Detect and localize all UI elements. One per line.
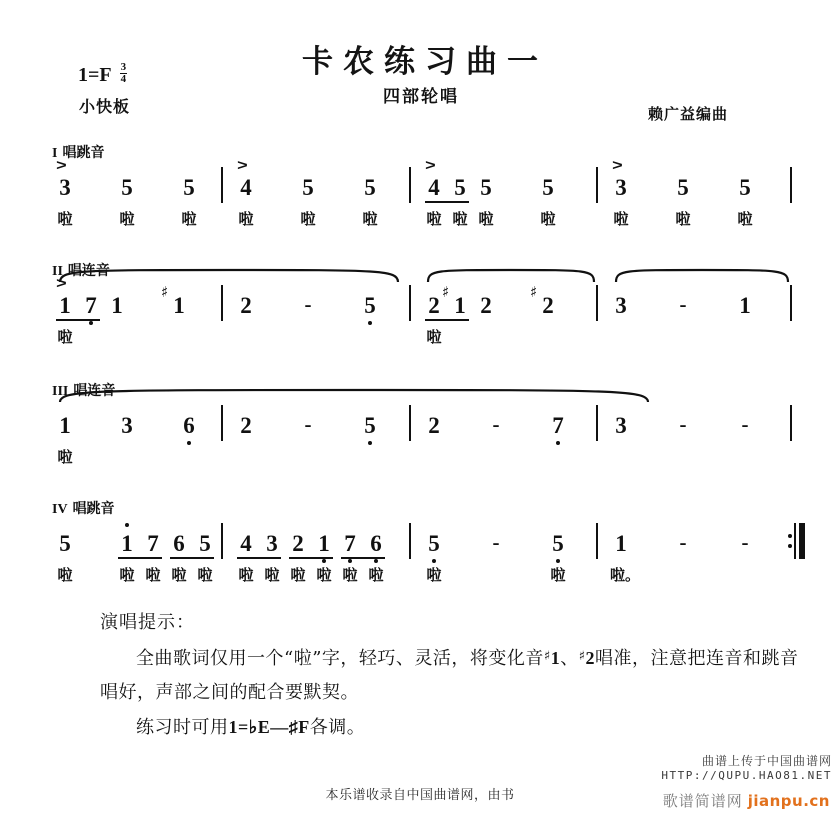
lyric-syllable: 啦	[300, 210, 316, 228]
note-number: 5	[59, 531, 71, 556]
lyric-syllable: 啦	[264, 566, 280, 584]
note-number: 3	[266, 531, 278, 556]
lyric-syllable: 啦。	[610, 566, 641, 584]
octave-down-dot-icon	[368, 321, 372, 325]
lyric-syllable: 啦	[478, 210, 494, 228]
lyric-syllable: 啦	[550, 566, 566, 584]
note-sustain-dash: -	[741, 412, 749, 436]
note-number: 5	[364, 175, 376, 200]
barline-final	[790, 405, 792, 441]
watermark-center: 本乐谱收录自中国曲谱网，由书	[325, 788, 515, 803]
voice-numeral: III	[52, 384, 69, 399]
lyric-syllable: 啦	[119, 210, 135, 228]
lyric-syllable: 啦	[540, 210, 556, 228]
note-number: 3 >	[612, 157, 627, 200]
accent-mark-icon: >	[237, 157, 248, 174]
note-number: 4	[240, 531, 252, 556]
note-number: 5	[480, 175, 492, 200]
note-number: 1	[118, 532, 136, 555]
note-number: 5	[302, 175, 314, 200]
note-number: 2 ♯	[530, 283, 554, 318]
barline	[409, 285, 411, 321]
barline-final	[790, 285, 792, 321]
note-number: 3 >	[56, 157, 71, 200]
barline	[596, 167, 598, 203]
octave-down-dot-icon	[556, 441, 560, 445]
note-number: 7	[82, 294, 100, 317]
lyric-syllable: 啦	[57, 210, 73, 228]
performance-notes	[100, 606, 800, 745]
sharp-accidental-icon: ♯	[161, 283, 169, 301]
octave-down-dot-icon	[374, 559, 378, 563]
note-number: 5	[454, 175, 466, 200]
accent-mark-icon: >	[56, 275, 67, 292]
watermark-upload-url: HTTP://QUPU.HAO81.NET	[661, 769, 832, 782]
note-number: 2	[292, 531, 304, 556]
repeat-dot-icon	[788, 534, 792, 538]
key-label: 1=F	[78, 64, 112, 86]
barline	[596, 523, 598, 559]
watermark-upload-text: 曲谱上传于中国曲谱网	[701, 754, 832, 768]
lyric-syllable: 啦	[119, 566, 135, 584]
note-number: 2	[480, 293, 492, 318]
lyric-syllable: 啦	[171, 566, 187, 584]
voice-numeral: IV	[52, 502, 68, 517]
octave-down-dot-icon	[187, 441, 191, 445]
note-sustain-dash: -	[741, 530, 749, 554]
note-number: 1 ♯	[161, 283, 185, 318]
note-sustain-dash: -	[304, 292, 312, 316]
lyric-syllable: 啦	[57, 328, 73, 346]
repeat-dot-icon	[788, 544, 792, 548]
beam-line	[170, 557, 214, 559]
lyric-syllable: 啦	[342, 566, 358, 584]
barline	[409, 405, 411, 441]
note-number: 2	[240, 293, 252, 318]
barline	[596, 405, 598, 441]
note-para1-sharp1: ♯1	[543, 648, 561, 668]
note-number: 1	[315, 532, 333, 555]
note-sustain-dash: -	[492, 412, 500, 436]
note-number: 3	[121, 413, 133, 438]
voice-label-iv	[52, 498, 115, 518]
performance-notes-paragraph-1	[100, 640, 800, 710]
lyric-syllable: 啦	[290, 566, 306, 584]
lyric-syllable: 啦	[426, 210, 442, 228]
note-number: 1 ♯	[442, 283, 466, 318]
beam-line	[425, 319, 469, 321]
barline	[221, 285, 223, 321]
barline	[221, 405, 223, 441]
note-number: 1	[111, 293, 123, 318]
lyric-syllable: 啦	[675, 210, 691, 228]
voice-instruction: 唱跳音	[72, 501, 115, 517]
time-signature-denominator: 4	[120, 73, 127, 85]
note-number: 6	[367, 532, 385, 555]
sharp-accidental-icon: ♯	[530, 283, 538, 301]
lyric-syllable: 啦	[426, 328, 442, 346]
lyric-syllable: 啦	[737, 210, 753, 228]
subtitle: 四部轮唱	[383, 87, 459, 107]
note-number: 5	[549, 532, 567, 555]
voice-numeral: II	[52, 264, 63, 279]
note-number: 3	[615, 293, 627, 318]
lyric-syllable: 啦	[368, 566, 384, 584]
end-repeat-barline	[788, 523, 806, 559]
note-sustain-dash: -	[679, 530, 687, 554]
note-number: 7	[147, 531, 159, 556]
note-number: 5	[121, 175, 133, 200]
octave-down-dot-icon	[432, 559, 436, 563]
octave-down-dot-icon	[89, 321, 93, 325]
lyric-syllable: 啦	[238, 210, 254, 228]
lyric-syllable: 啦	[197, 566, 213, 584]
note-para1-part-b: 、	[560, 648, 579, 669]
note-number: 5	[542, 175, 554, 200]
note-number: 1	[615, 531, 627, 556]
barline-thick	[799, 523, 805, 559]
performance-notes-paragraph-2	[100, 710, 800, 745]
note-para1-sharp2: ♯2	[578, 648, 595, 668]
lyric-syllable: 啦	[57, 448, 73, 466]
note-number: 5	[425, 532, 443, 555]
barline	[409, 167, 411, 203]
watermark-site-name-en: jianpu.cn	[747, 792, 830, 810]
lyric-syllable: 啦	[57, 566, 73, 584]
lyric-syllable: 啦	[613, 210, 629, 228]
octave-up-dot-icon	[125, 523, 129, 527]
lyric-syllable: 啦	[362, 210, 378, 228]
barline	[409, 523, 411, 559]
note-number: 5	[199, 531, 211, 556]
octave-down-dot-icon	[348, 559, 352, 563]
sheet-header	[0, 0, 840, 140]
note-para2-part-a: 练习时可用	[136, 717, 229, 738]
note-sustain-dash: -	[679, 412, 687, 436]
voice-instruction: 唱跳音	[62, 145, 105, 161]
note-number: 2	[428, 413, 440, 438]
key-signature	[78, 62, 127, 87]
watermark-upload-source	[661, 752, 832, 782]
note-number: 6	[180, 414, 198, 437]
tempo-marking: 小快板	[79, 97, 131, 116]
note-number: 5	[361, 294, 379, 317]
note-para1-part-a: 全曲歌词仅用一个“啦”字，轻巧、灵活，将变化音	[136, 648, 544, 669]
lyric-syllable: 啦	[181, 210, 197, 228]
page-title: 卡农练习曲一	[302, 44, 548, 80]
octave-down-dot-icon	[556, 559, 560, 563]
lyric-syllable: 啦	[426, 566, 442, 584]
note-number: 5	[677, 175, 689, 200]
note-number: 1	[59, 413, 71, 438]
note-number: 1	[739, 293, 751, 318]
beam-line	[289, 557, 333, 559]
note-number: 5	[183, 175, 195, 200]
note-sustain-dash: -	[304, 412, 312, 436]
beam-line	[341, 557, 385, 559]
barline-thin	[794, 523, 796, 559]
voice-instruction: 唱连音	[67, 263, 110, 279]
beam-line	[237, 557, 281, 559]
sharp-accidental-icon: ♯	[442, 283, 450, 301]
accent-mark-icon: >	[612, 157, 623, 174]
note-sustain-dash: -	[679, 292, 687, 316]
watermark-site	[663, 790, 830, 811]
note-number: 5	[739, 175, 751, 200]
slur-arc	[58, 388, 650, 406]
watermark-site-name-cn: 歌谱简谱网	[662, 792, 743, 810]
time-signature	[120, 62, 128, 85]
barline	[221, 523, 223, 559]
barline	[221, 167, 223, 203]
note-para2-key-range: 1=♭E—♯F	[228, 717, 310, 737]
slur-arc	[58, 268, 400, 286]
beam-line	[56, 319, 100, 321]
barline-final	[790, 167, 792, 203]
slur-arc	[614, 268, 790, 286]
note-para2-part-b: 各调。	[309, 717, 366, 738]
note-number: 6	[173, 531, 185, 556]
note-number: 1 >	[56, 275, 71, 318]
note-para1-part-c: 唱准，注意把连音和跳音唱好，声部之间的配合要默契。	[100, 648, 799, 703]
composer-credit: 赖广益编曲	[648, 105, 729, 123]
lyric-syllable: 啦	[316, 566, 332, 584]
lyric-syllable: 啦	[452, 210, 468, 228]
lyric-syllable: 啦	[238, 566, 254, 584]
note-number: 5	[361, 414, 379, 437]
performance-notes-heading: 演唱提示：	[100, 612, 195, 633]
octave-down-dot-icon	[322, 559, 326, 563]
octave-down-dot-icon	[368, 441, 372, 445]
note-number: 4 >	[237, 157, 252, 200]
beam-line	[118, 557, 162, 559]
time-signature-numerator: 3	[120, 61, 127, 73]
voice-numeral: I	[52, 146, 58, 161]
note-sustain-dash: -	[492, 530, 500, 554]
barline	[596, 285, 598, 321]
note-number: 3	[615, 413, 627, 438]
note-number: 7	[549, 414, 567, 437]
lyric-syllable: 啦	[145, 566, 161, 584]
accent-mark-icon: >	[425, 157, 436, 174]
note-number: 7	[341, 532, 359, 555]
slur-arc	[426, 268, 596, 286]
note-number: 2	[240, 413, 252, 438]
note-number: 2	[428, 293, 440, 318]
voice-instruction: 唱连音	[73, 383, 116, 399]
accent-mark-icon: >	[56, 157, 67, 174]
beam-line	[425, 201, 469, 203]
note-number: 4 >	[425, 157, 440, 200]
